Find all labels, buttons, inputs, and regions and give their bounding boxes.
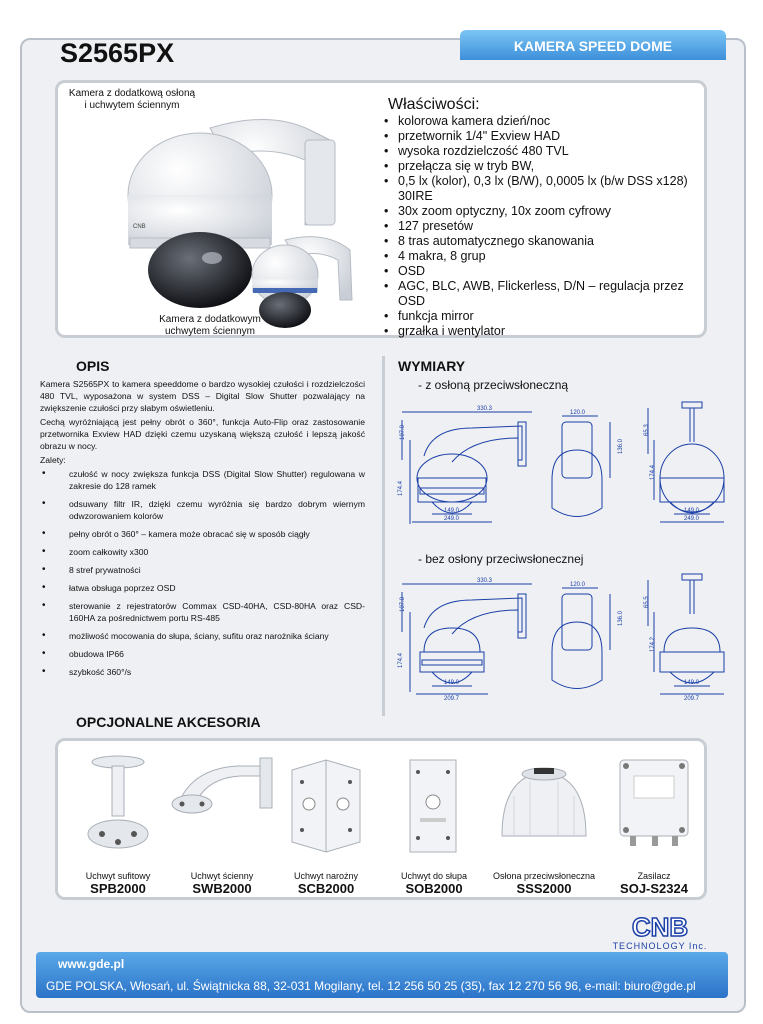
list-item: • funkcja mirror	[384, 309, 704, 324]
svg-text:209.7: 209.7	[444, 696, 460, 702]
accessories-title: OPCJONALNE AKCESORIA	[76, 714, 261, 730]
caption-bottom: Kamera z dodatkowym uchwytem ściennym	[159, 314, 261, 337]
svg-text:249.0: 249.0	[444, 516, 460, 522]
opis-paragraph: Zalety:	[40, 455, 66, 465]
ceiling-mount-image	[64, 752, 172, 862]
pole-mount-image	[380, 752, 488, 862]
accessory-ceiling-mount: Uchwyt sufitowy SPB2000	[64, 752, 172, 896]
dim-subtitle-no-shield: - bez osłony przeciwsłonecznej	[418, 552, 584, 566]
list-item: • przełącza się w tryb BW,	[384, 159, 704, 174]
category-tab: KAMERA SPEED DOME	[460, 30, 726, 60]
accessory-pole-mount: Uchwyt do słupa SOB2000	[380, 752, 488, 896]
svg-text:149.0: 149.0	[684, 680, 700, 686]
svg-text:65.3: 65.3	[644, 424, 650, 436]
sun-shield-image	[490, 752, 598, 862]
svg-text:136.0: 136.0	[618, 438, 624, 454]
list-item: • zoom całkowity x300	[40, 546, 365, 558]
svg-text:CNB: CNB	[631, 912, 689, 942]
list-item: • grzałka i wentylator	[384, 324, 704, 339]
svg-text:174.4: 174.4	[398, 652, 404, 668]
list-item: • obudowa IP66	[40, 648, 365, 660]
list-item: • 8 stref prywatności	[40, 564, 365, 576]
svg-text:TECHNOLOGY Inc.: TECHNOLOGY Inc.	[612, 941, 708, 951]
accessory-power-supply: Zasilacz SOJ-S2324	[600, 752, 708, 896]
list-item: • przetwornik 1/4" Exview HAD	[384, 129, 704, 144]
list-item: • czułość w nocy zwiększa funkcja DSS (Digital Slow Shutter) regulowana w zakresie do 128 ramek	[40, 468, 365, 492]
camera-dome-image	[100, 100, 370, 330]
dim-subtitle-shield: - z osłoną przeciwsłoneczną	[418, 378, 569, 392]
list-item: • 127 presetów	[384, 219, 704, 234]
power-supply-image	[600, 752, 708, 862]
svg-text:120.0: 120.0	[570, 410, 586, 416]
svg-text:107.0: 107.0	[400, 596, 406, 612]
svg-text:149.0: 149.0	[684, 508, 700, 514]
list-item: • kolorowa kamera dzień/noc	[384, 114, 704, 129]
caption-top: Kamera z dodatkową osłoną i uchwytem ściennym	[68, 88, 196, 111]
opis-paragraph: Kamera S2565PX to kamera speeddome o bardzo wysokiej czułości i rozdzielczości 480 TVL, wyposażona w system DSS – Digital Slow Shutter pozwalający na zwiększenie czułości przy słabym oświetleniu.	[40, 379, 365, 413]
wall-mount-image	[168, 752, 276, 862]
list-item: • szybkość 360°/s	[40, 666, 365, 678]
website-link[interactable]: www.gde.pl	[58, 957, 125, 971]
svg-text:209.7: 209.7	[684, 696, 700, 702]
svg-text:174.4: 174.4	[650, 464, 656, 480]
features-title: Właściwości:	[388, 96, 480, 113]
svg-text:330.3: 330.3	[477, 578, 493, 584]
list-item: • pełny obrót o 360° – kamera może obracać się w sposób ciągły	[40, 528, 365, 540]
wymiary-title: WYMIARY	[398, 358, 466, 374]
svg-text:174.4: 174.4	[398, 480, 404, 496]
page-title: S2565PX	[60, 38, 175, 68]
section-divider	[382, 356, 385, 716]
footer-address: GDE POLSKA, Włosań, ul. Świątnicka 88, 32-031 Mogilany, tel. 12 256 50 25 (35), fax 12 270 56 96, e-mail: biuro@gde.pl	[46, 979, 696, 993]
advantages-list	[40, 468, 365, 678]
svg-text:149.0: 149.0	[444, 680, 460, 686]
cnb-logo	[595, 912, 725, 952]
svg-text:120.0: 120.0	[570, 582, 586, 588]
accessory-sun-shield: Osłona przeciwsłoneczna SSS2000	[490, 752, 598, 896]
list-item: • AGC, BLC, AWB, Flickerless, D/N – regulacja przez OSD	[384, 279, 704, 309]
list-item: • 8 tras automatycznego skanowania	[384, 234, 704, 249]
list-item: • łatwa obsługa poprzez OSD	[40, 582, 365, 594]
list-item: • OSD	[384, 264, 704, 279]
list-item: • sterowanie z rejestratorów Commax CSD-40HA, CSD-80HA oraz CSD-160HA za pośrednictwem portu RS-485	[40, 600, 365, 624]
list-item: • 0,5 lx (kolor), 0,3 lx (B/W), 0,0005 lx (b/w DSS x128) 30IRE	[384, 174, 704, 204]
opis-paragraph: Cechą wyróżniającą jest pełny obrót o 360°, funkcja Auto-Flip oraz zastosowanie przetwornika Exview HAD dzięki czemu uzyskaną większą czułość i lepszą jakość obrazu w nocy.	[40, 417, 365, 451]
svg-text:107.0: 107.0	[400, 424, 406, 440]
svg-text:149.0: 149.0	[444, 508, 460, 514]
list-item: • 30x zoom optyczny, 10x zoom cyfrowy	[384, 204, 704, 219]
accessory-corner-mount: Uchwyt narożny SCB2000	[272, 752, 380, 896]
opis-text	[40, 378, 365, 684]
list-item: • możliwość mocowania do słupa, ściany, sufitu oraz narożnika ściany	[40, 630, 365, 642]
svg-text:CNB: CNB	[133, 224, 146, 230]
svg-text:249.0: 249.0	[684, 516, 700, 522]
svg-text:136.0: 136.0	[618, 610, 624, 626]
list-item: • wysoka rozdzielczość 480 TVL	[384, 144, 704, 159]
dimension-drawing-no-shield	[392, 572, 732, 702]
svg-text:174.2: 174.2	[650, 636, 656, 652]
svg-text:65.5: 65.5	[644, 596, 650, 608]
list-item: • 4 makra, 8 grup	[384, 249, 704, 264]
opis-title: OPIS	[76, 358, 110, 374]
list-item: • odsuwany filtr IR, dzięki czemu wyróżnia się bardzo dobrym wiernym odwzorowaniem kolorów	[40, 498, 365, 522]
svg-text:330.3: 330.3	[477, 406, 493, 412]
accessory-wall-mount: Uchwyt ścienny SWB2000	[168, 752, 276, 896]
corner-mount-image	[272, 752, 380, 862]
features-list	[384, 114, 704, 339]
dimension-drawing-shield	[392, 400, 732, 530]
